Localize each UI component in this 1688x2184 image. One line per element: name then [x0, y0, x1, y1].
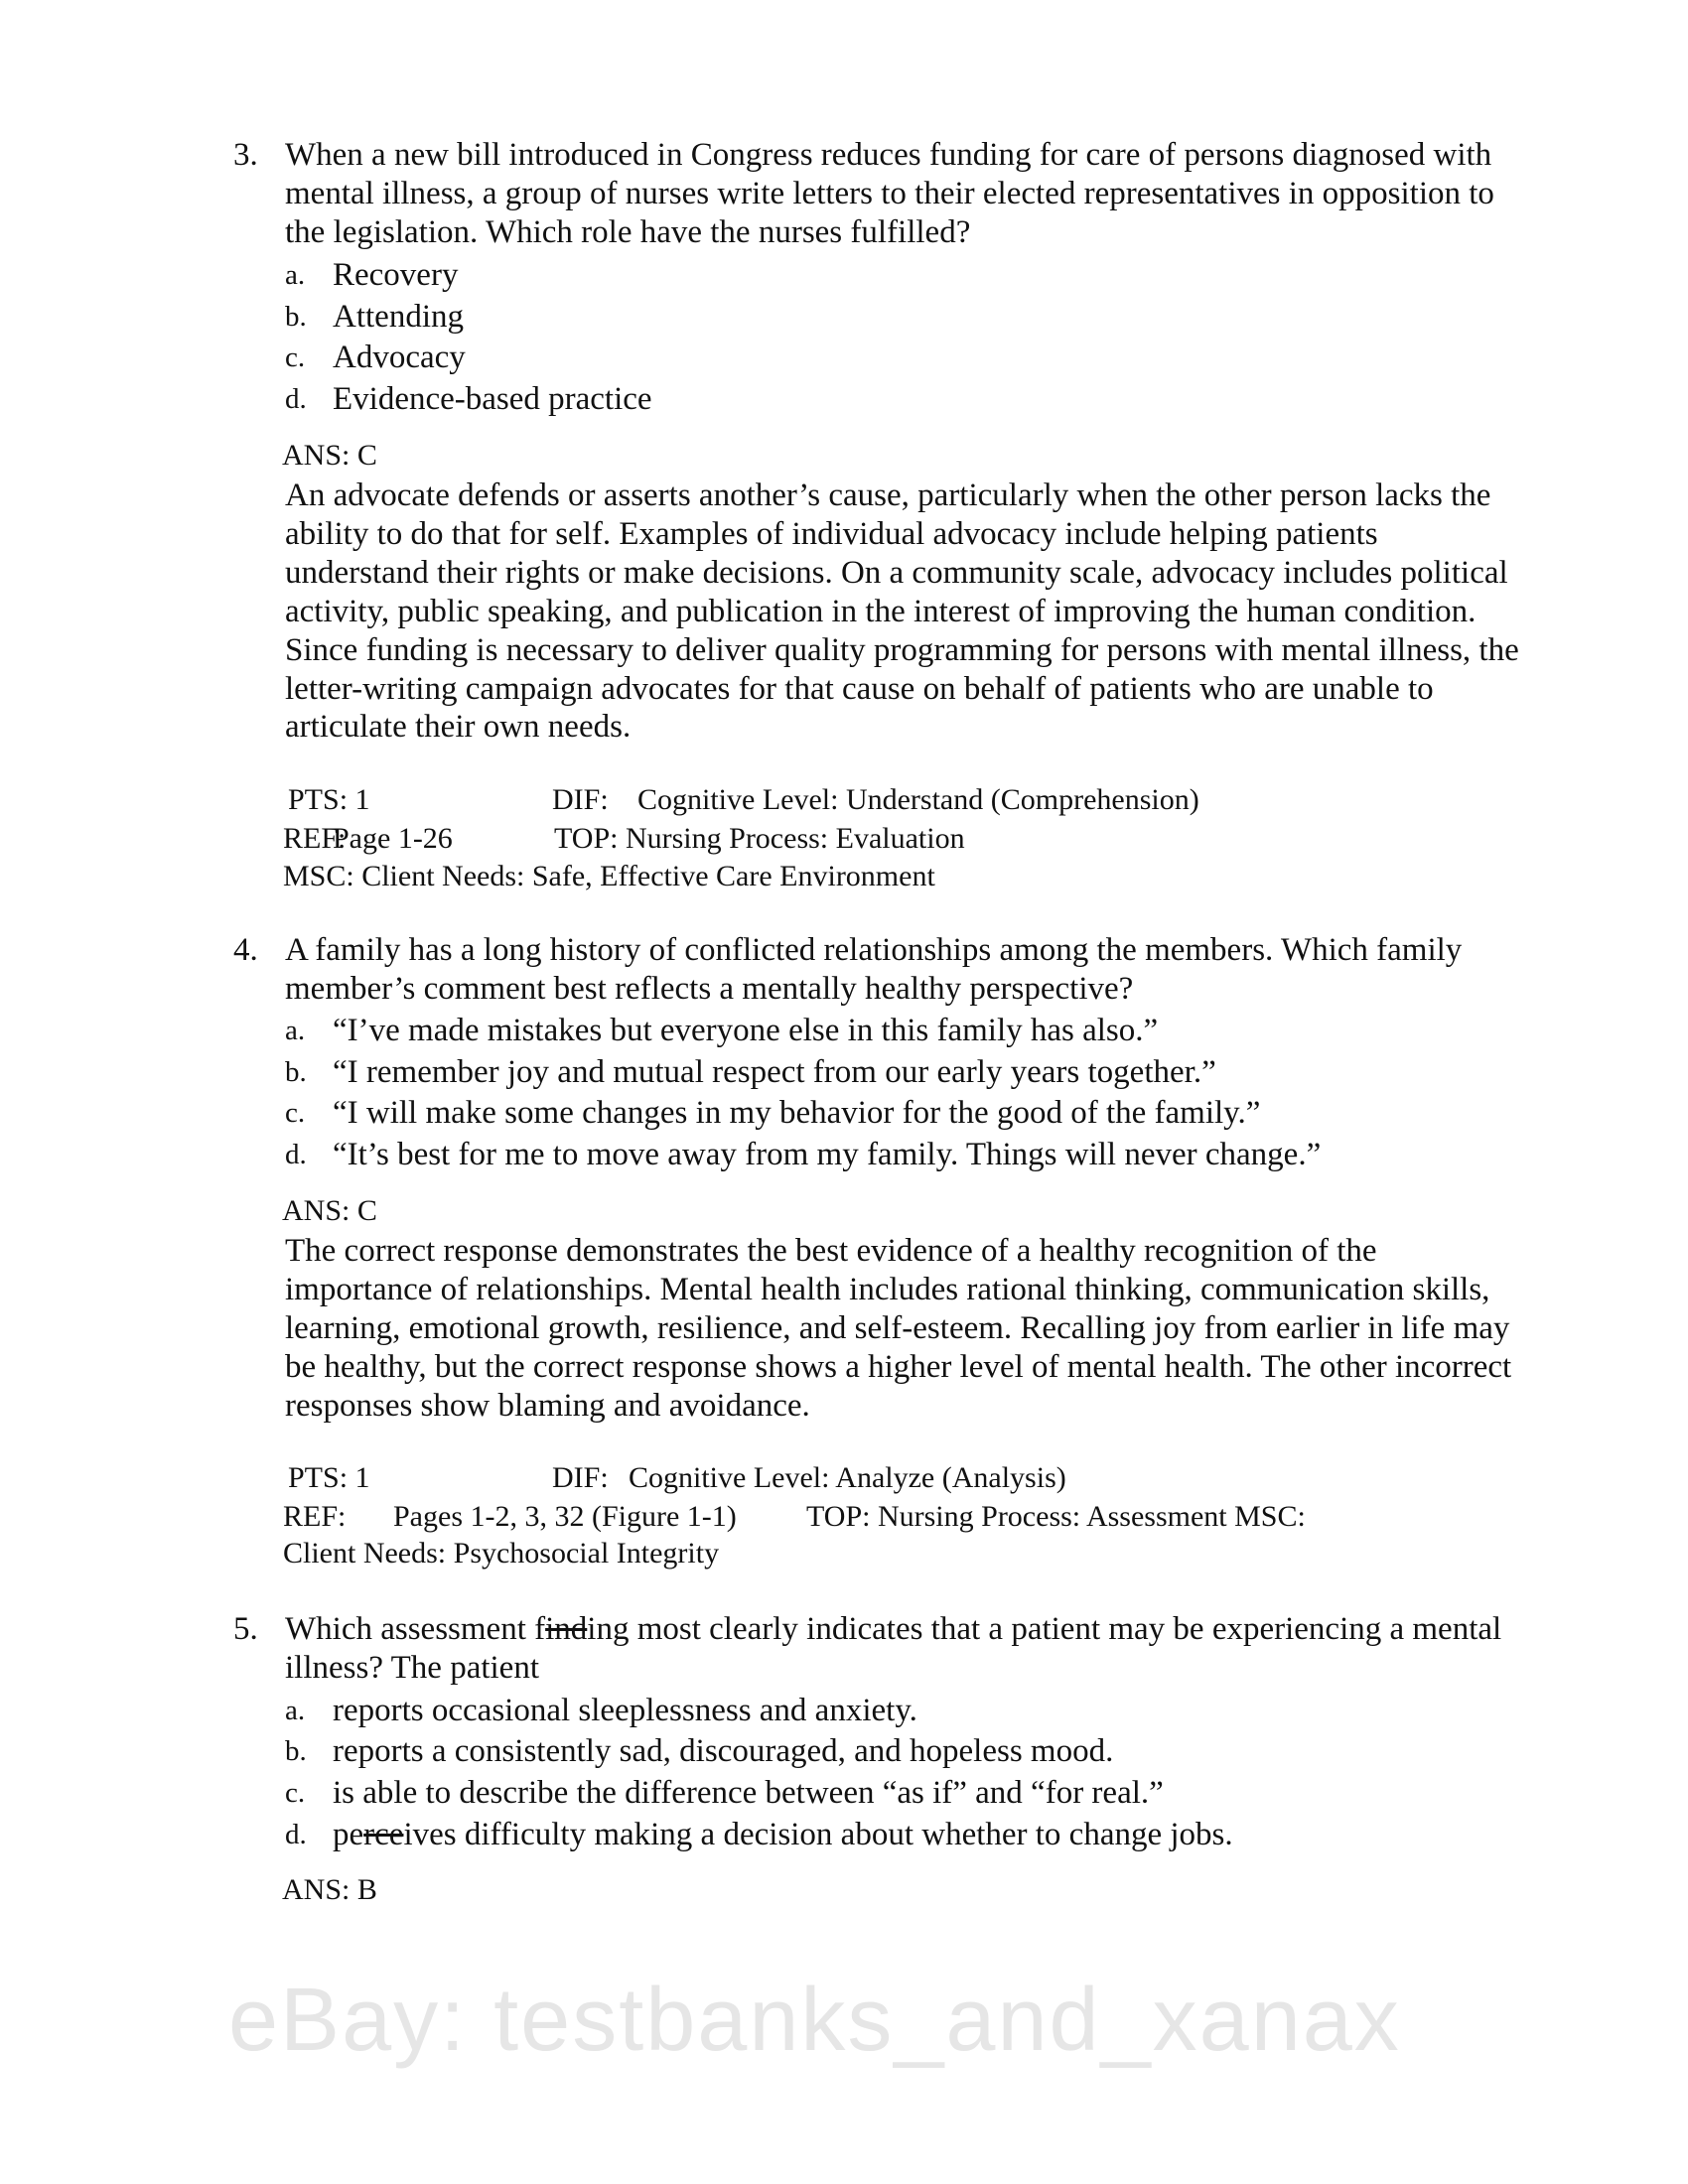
rationale-line: articulate their own needs.	[285, 709, 632, 745]
rationale-line: The correct response demonstrates the best evidence of a healthy recognition of the	[285, 1233, 1377, 1269]
option-letter: c.	[285, 341, 306, 373]
reference-label: REF:	[283, 1500, 347, 1533]
answer: ANS: B	[282, 1873, 377, 1906]
option-letter: d.	[285, 1819, 307, 1850]
rationale-line: activity, public speaking, and publication in the interest of improving the human condition.	[285, 594, 1477, 629]
points: PTS: 1	[288, 783, 370, 816]
topic: TOP: Nursing Process: Evaluation	[554, 822, 965, 855]
question-stem: illness? The patient	[285, 1650, 539, 1686]
option-letter: a.	[285, 1015, 306, 1046]
option-letter: a.	[285, 259, 306, 291]
rationale-line: responses show blaming and avoidance.	[285, 1388, 810, 1424]
difficulty: Cognitive Level: Analyze (Analysis)	[629, 1461, 1066, 1494]
watermark: eBay: testbanks_and_xanax	[228, 1971, 1401, 2070]
reference-label: REF:	[283, 822, 347, 855]
reference: Page 1-26	[333, 822, 453, 855]
question-stem: When a new bill introduced in Congress reduces funding for care of persons diagnosed with	[285, 137, 1492, 173]
option-text: Advocacy	[333, 340, 466, 375]
option-letter: a.	[285, 1695, 306, 1726]
option-letter: c.	[285, 1777, 306, 1809]
difficulty-label: DIF:	[552, 1461, 609, 1494]
rationale-line: understand their rights or make decisions. On a community scale, advocacy includes political	[285, 555, 1508, 591]
option-letter: b.	[285, 1735, 307, 1767]
question-stem: A family has a long history of conflicted relationships among the members. Which family	[285, 932, 1463, 968]
answer: ANS: C	[282, 1194, 377, 1227]
option-text: is able to describe the difference between “as if” and “for real.”	[333, 1775, 1164, 1811]
option-text: Attending	[333, 299, 464, 335]
stem-text: ing most clearly indicates that a patient may be experiencing a mental	[587, 1611, 1502, 1647]
client-needs: Client Needs: Psychosocial Integrity	[283, 1537, 720, 1570]
question-stem: mental illness, a group of nurses write letters to their elected representatives in opposition to	[285, 176, 1494, 211]
option-text: “It’s best for me to move away from my family. Things will never change.”	[333, 1137, 1322, 1172]
option-text: “I’ve made mistakes but everyone else in this family has also.”	[333, 1013, 1159, 1048]
client-needs: MSC: Client Needs: Safe, Effective Care Environment	[283, 860, 935, 892]
rationale-line: learning, emotional growth, resilience, and self-esteem. Recalling joy from earlier in life may	[285, 1310, 1510, 1346]
option-text: “I remember joy and mutual respect from our early years together.”	[333, 1054, 1216, 1090]
option-text: Recovery	[333, 257, 459, 293]
option-letter: b.	[285, 1056, 307, 1088]
rationale-line: letter-writing campaign advocates for that cause on behalf of patients who are unable to	[285, 671, 1434, 707]
question-number: 3.	[233, 137, 258, 173]
question-stem: the legislation. Which role have the nurses fulfilled?	[285, 214, 971, 250]
rationale-line: Since funding is necessary to deliver quality programming for persons with mental illness, the	[285, 632, 1519, 668]
option-text: Evidence-based practice	[333, 381, 652, 417]
option-text: reports a consistently sad, discouraged, and hopeless mood.	[333, 1733, 1114, 1769]
topic: TOP: Nursing Process: Assessment MSC:	[806, 1500, 1306, 1533]
points: PTS: 1	[288, 1461, 370, 1494]
difficulty-label: DIF:	[552, 783, 609, 816]
question-number: 5.	[233, 1611, 258, 1647]
rationale-line: ability to do that for self. Examples of individual advocacy include helping patients	[285, 516, 1378, 552]
struck-text: ind	[545, 1611, 588, 1647]
rationale-line: be healthy, but the correct response shows a higher level of mental health. The other incorrect	[285, 1349, 1512, 1385]
option-text: reports occasional sleeplessness and anxiety.	[333, 1693, 917, 1728]
option-text	[333, 1818, 1233, 1852]
rationale-line: An advocate defends or asserts another’s cause, particularly when the other person lacks the	[285, 478, 1491, 513]
question-number: 4.	[233, 932, 258, 968]
difficulty: Cognitive Level: Understand (Comprehension)	[637, 783, 1199, 816]
option-text: “I will make some changes in my behavior for the good of the family.”	[333, 1095, 1261, 1131]
question-stem: member’s comment best reflects a mentally healthy perspective?	[285, 971, 1134, 1007]
option-letter: b.	[285, 301, 307, 333]
option-letter: c.	[285, 1097, 306, 1129]
reference: Pages 1-2, 3, 32 (Figure 1-1)	[393, 1500, 737, 1533]
answer: ANS: C	[282, 439, 377, 472]
option-text-part: pe	[333, 1817, 364, 1852]
option-letter: d.	[285, 1139, 307, 1170]
rationale-line: importance of relationships. Mental health includes rational thinking, communication skills,	[285, 1272, 1490, 1307]
stem-text: Which assessment f	[285, 1611, 546, 1647]
question-stem	[285, 1612, 1501, 1647]
option-text-part: ives difficulty making a decision about whether to change jobs.	[403, 1817, 1233, 1852]
struck-text: rce	[363, 1817, 404, 1852]
option-letter: d.	[285, 383, 307, 415]
